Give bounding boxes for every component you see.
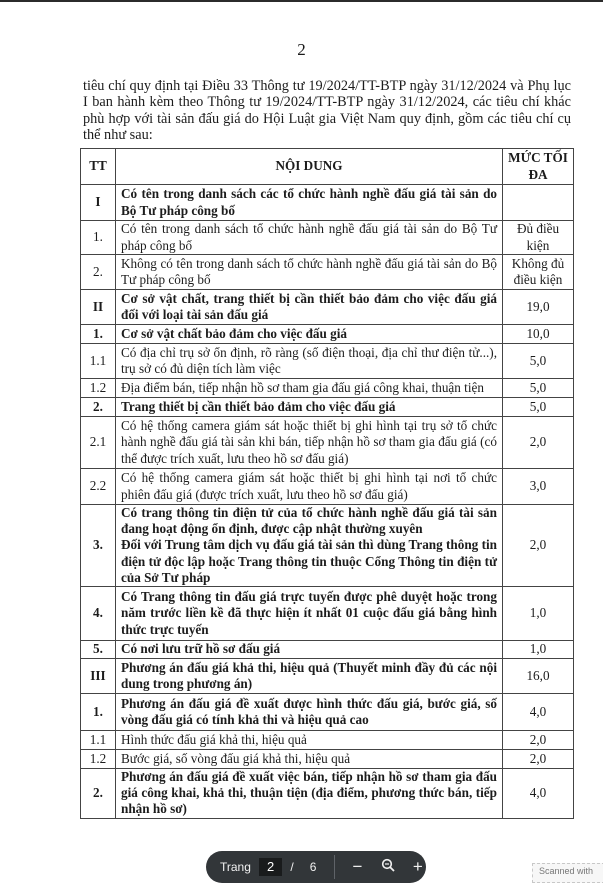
table-row — [81, 769, 574, 819]
row-content-text: Có nơi lưu trữ hồ sơ đấu giá — [121, 641, 281, 657]
row-max-score: 4,0 — [503, 694, 574, 731]
row-content — [116, 641, 503, 659]
page-number: 2 — [297, 40, 306, 59]
row-content-note: Đối với Trung tâm dịch vụ đấu giá tài sản thì dùng Trang thông tin điện tử độc lập hoặc Trang thông tin thuộc Cổng Thông tin điện tử của Sở Tư pháp — [121, 537, 497, 585]
row-number: 1. — [81, 221, 116, 255]
row-number: 1. — [81, 325, 116, 344]
row-content — [116, 379, 503, 398]
page-separator: / — [290, 860, 294, 874]
row-number: 3. — [81, 505, 116, 587]
table-row — [81, 221, 574, 255]
table-row — [81, 398, 574, 417]
row-max-score: 1,0 — [503, 641, 574, 659]
row-max-score: 2,0 — [503, 750, 574, 769]
row-number: 2.2 — [81, 469, 116, 505]
row-content-text: Trang thiết bị cần thiết bảo đảm cho việc đấu giá — [121, 398, 396, 414]
row-max-score: Đủ điều kiện — [503, 221, 574, 255]
row-number: 1.2 — [81, 750, 116, 769]
row-max-score: 1,0 — [503, 587, 574, 641]
table-row — [81, 255, 574, 290]
row-content-text: Có địa chỉ trụ sở ổn định, rõ ràng (số điện thoại, địa chỉ thư điện tử...), trụ sở có đủ diện tích làm việc — [121, 344, 497, 376]
row-max-score: 5,0 — [503, 344, 574, 379]
row-content-text: Cơ sở vật chất bảo đảm cho việc đấu giá — [121, 325, 347, 341]
viewer-top-border — [0, 0, 603, 2]
table-row — [81, 505, 574, 587]
row-number: 1.2 — [81, 379, 116, 398]
criteria-table — [80, 148, 574, 819]
row-number: 2. — [81, 398, 116, 417]
row-max-score: 5,0 — [503, 379, 574, 398]
table-row — [81, 731, 574, 750]
row-content — [116, 185, 503, 221]
row-content — [116, 469, 503, 505]
row-number: 5. — [81, 641, 116, 659]
row-content-text: Phương án đấu giá đề xuất việc bán, tiếp nhận hồ sơ tham gia đấu giá công khai, khả thi, thuận tiện (địa điểm, phương thức bán, tiếp nhận hồ sơ) — [121, 769, 497, 817]
row-content-text: Không có tên trong danh sách tổ chức hành nghề đấu giá tài sản do Bộ Tư pháp công bố — [121, 255, 497, 287]
table-row — [81, 641, 574, 659]
row-number: 2. — [81, 769, 116, 819]
row-content-text: Phương án đấu giá đề xuất được hình thức đấu giá, bước giá, số vòng đấu giá có tính khả thi và hiệu quả cao — [121, 695, 497, 728]
row-content — [116, 325, 503, 344]
table-row — [81, 185, 574, 221]
table-row — [81, 344, 574, 379]
toolbar-divider — [334, 855, 335, 879]
table-row — [81, 290, 574, 325]
row-max-score: 2,0 — [503, 505, 574, 587]
zoom-fit-button[interactable] — [380, 857, 396, 877]
row-content — [116, 221, 503, 255]
row-content-text: Có hệ thống camera giám sát hoặc thiết bị ghi hình tại trụ sở tổ chức hành nghề đấu giá tài sản khi bán, tiếp nhận hồ sơ tham gia đấu giá (có thể được trích xuất, lưu theo hồ sơ đấu giá) — [121, 418, 497, 466]
row-content — [116, 255, 503, 290]
row-content-text: Cơ sở vật chất, trang thiết bị cần thiết bảo đảm cho việc đấu giá đối với loại tài sản đấu giá — [121, 290, 497, 322]
zoom-out-button[interactable] — [349, 857, 365, 877]
row-number: 1. — [81, 694, 116, 731]
row-content — [116, 694, 503, 731]
row-max-score: 10,0 — [503, 325, 574, 344]
minus-icon: − — [352, 857, 363, 876]
row-max-score: 5,0 — [503, 398, 574, 417]
zoom-in-button[interactable] — [410, 857, 426, 877]
row-content-text: Bước giá, số vòng đấu giá khả thi, hiệu quả — [121, 750, 351, 766]
row-content — [116, 587, 503, 641]
row-content — [116, 750, 503, 769]
header-content: NỘI DUNG — [116, 149, 503, 185]
row-content — [116, 344, 503, 379]
plus-icon: + — [412, 857, 423, 876]
row-content-text: Phương án đấu giá khả thi, hiệu quả (Thuyết minh đầy đủ các nội dung trong phương án) — [121, 659, 497, 692]
row-content — [116, 290, 503, 325]
row-number: 1.1 — [81, 344, 116, 379]
header-max: MỨC TỐI ĐA — [503, 149, 574, 185]
magnifier-icon — [381, 858, 395, 872]
pdf-viewer-toolbar — [206, 851, 426, 883]
table-row — [81, 325, 574, 344]
row-max-score: 16,0 — [503, 659, 574, 694]
intro-paragraph: tiêu chí quy định tại Điều 33 Thông tư 19/2024/TT-BTP ngày 31/12/2024 và Phụ lục I ban hành kèm theo Thông tư 19/2024/TT-BTP ngày 31/12/2024, các tiêu chí khác phù hợp với tài sản đấu giá do Hội Luật gia Việt Nam quy định, gồm các tiêu chí cụ thể như sau: — [83, 78, 571, 144]
row-max-score: 2,0 — [503, 417, 574, 469]
row-content — [116, 769, 503, 819]
row-content-text: Có tên trong danh sách các tổ chức hành nghề đấu giá tài sản do Bộ Tư pháp công bố — [121, 186, 497, 218]
row-number: II — [81, 290, 116, 325]
row-content — [116, 659, 503, 694]
header-tt: TT — [81, 149, 116, 185]
table-row — [81, 417, 574, 469]
table-row — [81, 379, 574, 398]
row-max-score: Không đủ điều kiện — [503, 255, 574, 290]
row-max-score — [503, 185, 574, 221]
row-max-score: 3,0 — [503, 469, 574, 505]
row-content-text: Có tên trong danh sách tổ chức hành nghề đấu giá tài sản do Bộ Tư pháp công bố — [121, 221, 497, 253]
page-label: Trang — [220, 860, 251, 874]
current-page-input[interactable]: 2 — [259, 858, 282, 876]
table-header-row — [81, 149, 574, 185]
row-max-score: 4,0 — [503, 769, 574, 819]
row-number: 4. — [81, 587, 116, 641]
table-row — [81, 469, 574, 505]
row-content-text: Hình thức đấu giá khả thi, hiệu quả — [121, 731, 307, 747]
row-number: III — [81, 659, 116, 694]
row-number: 2.1 — [81, 417, 116, 469]
table-row — [81, 587, 574, 641]
row-content — [116, 417, 503, 469]
row-number: 2. — [81, 255, 116, 290]
table-row — [81, 659, 574, 694]
row-number: I — [81, 185, 116, 221]
row-content — [116, 731, 503, 750]
row-content — [116, 398, 503, 417]
total-pages: 6 — [309, 860, 317, 874]
row-content-text: Có trang thông tin điện tử của tổ chức hành nghề đấu giá tài sản đang hoạt động ổn định, được cập nhật thường xuyên — [121, 505, 497, 537]
row-content-text: Địa điểm bán, tiếp nhận hồ sơ tham gia đấu giá công khai, thuận tiện — [121, 379, 484, 395]
table-row — [81, 750, 574, 769]
scanned-with-badge: Scanned with — [532, 863, 603, 883]
table-row — [81, 694, 574, 731]
row-max-score: 2,0 — [503, 731, 574, 750]
row-number: 1.1 — [81, 731, 116, 750]
row-content — [116, 505, 503, 587]
row-content-text: Có Trang thông tin đấu giá trực tuyến được phê duyệt hoặc trong năm trước liền kề đã thực hiện ít nhất 01 cuộc đấu giá bằng hình thức trực tuyến — [121, 589, 497, 637]
row-max-score: 19,0 — [503, 290, 574, 325]
row-content-text: Có hệ thống camera giám sát hoặc thiết bị ghi hình tại nơi tổ chức phiên đấu giá (được trích xuất, lưu theo hồ sơ đấu giá) — [121, 470, 497, 502]
